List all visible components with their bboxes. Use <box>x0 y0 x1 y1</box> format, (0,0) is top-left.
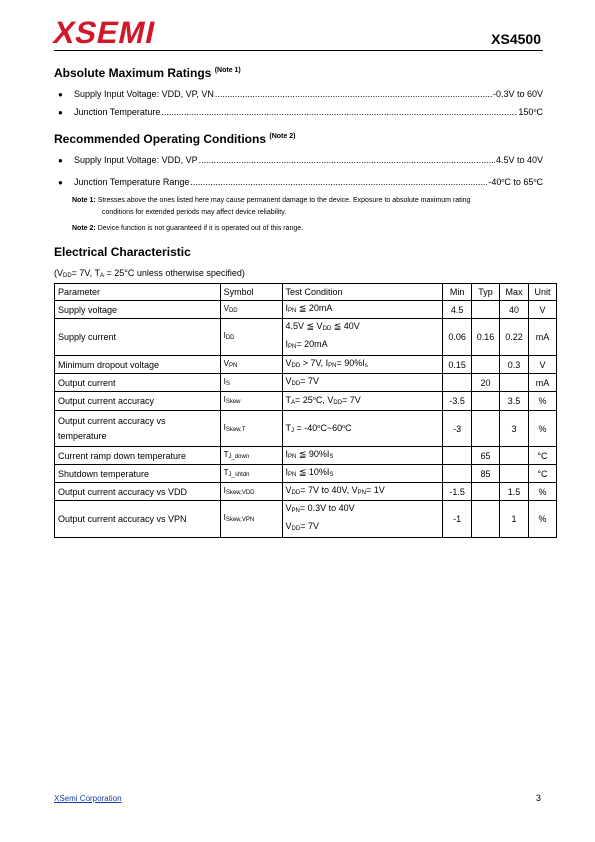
abs-max-note-ref: (Note 1) <box>214 67 241 74</box>
col-header-typ: Typ <box>472 284 500 301</box>
col-header-unit: Unit <box>528 284 556 301</box>
note-2: Note 2: Device function is not guaranteed if it is operated out of this range. <box>72 225 304 232</box>
part-number: XS4500 <box>491 31 541 47</box>
table-row: Output current accuracy $I_{Skew}$ $T_A= 25^oC$, $V_{DD}= 7V$ -3.5 3.5 % <box>55 392 557 411</box>
table-row: Output current accuracy vs VPN $I_{Skew,VPN}$ $V_{PN}= 0.3V$ to 40V $V_{DD}= 7V$ -1 1 % <box>55 501 557 538</box>
table-row: Output current accuracy vs temperature $I_{Skew,T}$ $T_J$ = $-40^oC\sim 60^oC$ -3 3 % <box>55 411 557 447</box>
abs-max-item: ● Supply Input Voltage: VDD, VP, VN ..... -0.3V to 60V <box>58 89 543 99</box>
page-number: 3 <box>535 793 541 803</box>
table-row: Output current accuracy vs VDD $I_{Skew,VDD}$ $V_{DD}= 7V$ to 40V, $V_{PN}= 1V$ -1.5 1.5 % <box>55 483 557 501</box>
note-1: Note 1: Stresses above the ones listed here may cause permanent damage to the device. Exposure to absolute maximum rating conditions for extended periods may affect device reliability. <box>72 197 471 216</box>
company-link[interactable]: XSemi Corporation <box>54 794 122 803</box>
rec-op-item: ● Junction Temperature Range ..... -40$^o$C to 65$^o$C <box>58 177 543 187</box>
bullet-icon: ● <box>58 178 63 187</box>
rec-op-item: ● Supply Input Voltage: VDD, VP ..... 4.5V to 40V <box>58 155 543 165</box>
abs-max-title: Absolute Maximum Ratings $^{(Note 1)}$ <box>54 66 241 80</box>
bullet-icon: ● <box>58 156 63 165</box>
ec-title: Electrical Characteristic <box>54 245 191 259</box>
table-row: Minimum dropout voltage $V_{PN}$ $V_{DD} > 7V$, $I_{PN}= 90\%I_s$ 0.15 0.3 V <box>55 356 557 374</box>
table-row: Supply voltage $V_{DD}$ $I_{PN}$ ≦ 20mA 4.5 40 V <box>55 301 557 319</box>
xsemi-logo: XSEMI <box>50 15 160 50</box>
col-header-symbol: Symbol <box>220 284 282 301</box>
table-row: Supply current $I_{DD}$ 4.5V ≦ $V_{DD}$ ≦ 40V $I_{PN}= 20mA$ 0.06 0.16 0.22 mA <box>55 319 557 356</box>
ec-conditions: ($V_{DD}= 7V$, $T_A = 25^\circ C$ unless otherwise specified) <box>54 268 245 279</box>
abs-max-item: ● Junction Temperature ..... 150$^o$C <box>58 107 543 117</box>
table-row: Shutdown temperature $T_{J\_shtdn}$ $I_{PN}$ ≦ $10\%I_S$ 85 °C <box>55 465 557 483</box>
header-divider <box>54 50 543 51</box>
bullet-icon: ● <box>58 90 63 99</box>
rec-op-title: Recommended Operating Conditions $^{(Note 2)}$ <box>54 132 296 146</box>
col-header-min: Min <box>443 284 472 301</box>
electrical-characteristics-table <box>54 283 557 538</box>
col-header-parameter: Parameter <box>55 284 221 301</box>
table-row: Current ramp down temperature $T_{J\_down}$ $I_{PN}$ ≦ $90\%I_S$ 65 °C <box>55 447 557 465</box>
rec-op-note-ref: (Note 2) <box>269 133 296 140</box>
bullet-icon: ● <box>58 108 63 117</box>
col-header-test: Test Condition <box>282 284 443 301</box>
col-header-max: Max <box>500 284 529 301</box>
table-row: Output current $I_S$ $V_{DD}= 7V$ 20 mA <box>55 374 557 392</box>
table-header-row <box>55 284 557 301</box>
